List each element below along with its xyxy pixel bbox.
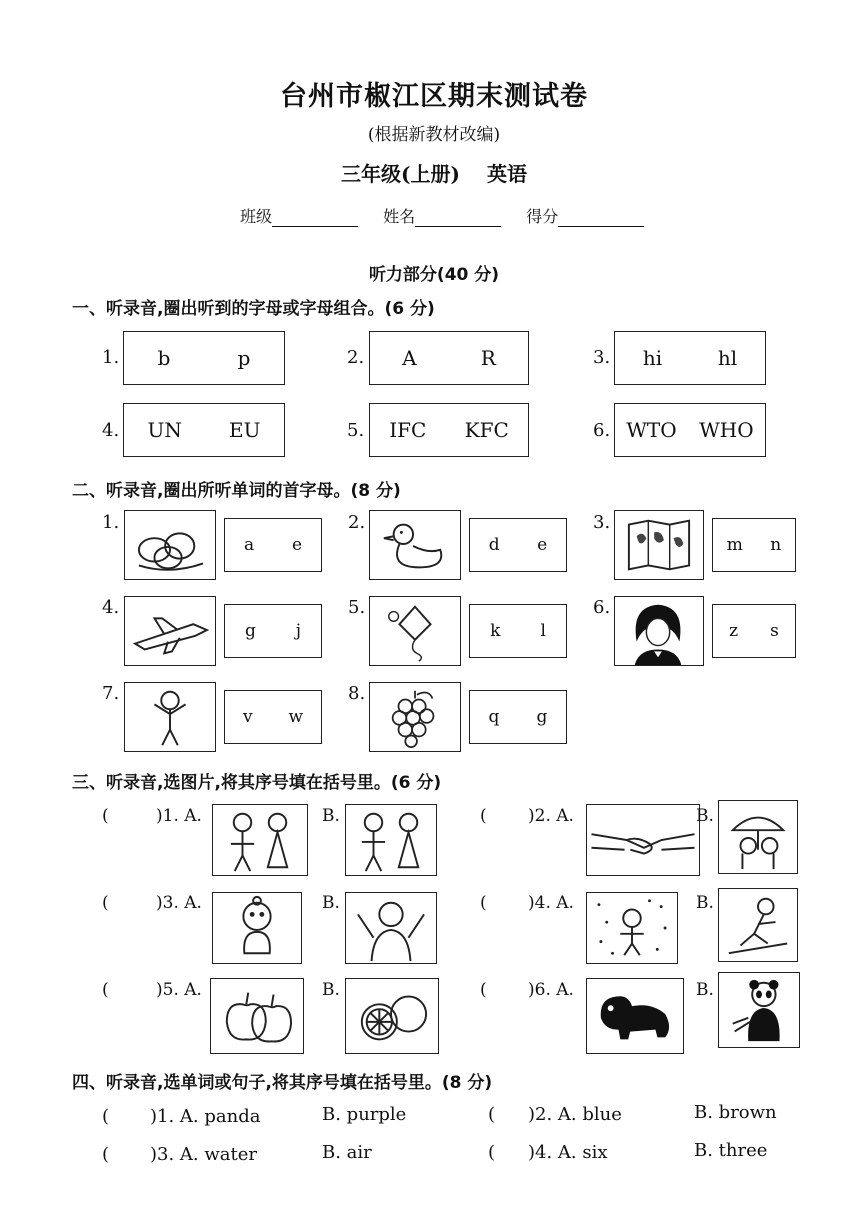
s1-num: 1. bbox=[102, 347, 120, 368]
option-b[interactable]: w bbox=[288, 707, 304, 727]
option-a[interactable]: a bbox=[243, 535, 255, 555]
question-label: )5. A. bbox=[156, 980, 202, 1000]
option-b[interactable]: KFC bbox=[464, 418, 509, 442]
score-field[interactable] bbox=[558, 210, 644, 227]
s2-num: 8. bbox=[348, 683, 366, 704]
answer-paren[interactable]: ( bbox=[480, 893, 487, 913]
s2-num: 5. bbox=[348, 597, 366, 618]
s2-num: 6. bbox=[593, 597, 611, 618]
option-a: )2. A. blue bbox=[528, 1104, 622, 1125]
s1-option-box bbox=[614, 403, 766, 457]
boy-waving-icon[interactable] bbox=[345, 892, 437, 964]
option-a: )1. A. panda bbox=[150, 1106, 261, 1127]
option-a: )3. A. water bbox=[150, 1144, 257, 1165]
answer-paren[interactable]: ( bbox=[488, 1142, 496, 1163]
option-b[interactable]: g bbox=[536, 707, 548, 727]
umbrella-kids-icon[interactable] bbox=[718, 800, 798, 874]
option-b: B. purple bbox=[322, 1104, 407, 1125]
class-label: 班级 bbox=[240, 207, 273, 226]
option-a[interactable]: q bbox=[488, 707, 500, 727]
option-b[interactable]: n bbox=[770, 535, 782, 555]
option-b-label: B. bbox=[696, 893, 714, 913]
question-label: )1. A. bbox=[156, 806, 202, 826]
s1-num: 3. bbox=[593, 347, 611, 368]
option-b[interactable]: EU bbox=[228, 418, 261, 442]
s1-num: 4. bbox=[102, 420, 120, 441]
kite-icon bbox=[369, 596, 461, 666]
s1-option-box bbox=[123, 331, 285, 385]
question-label: )3. A. bbox=[156, 893, 202, 913]
option-a[interactable]: b bbox=[157, 346, 171, 370]
jet-plane-icon bbox=[124, 596, 216, 666]
s2-option-box bbox=[469, 604, 567, 658]
option-a[interactable]: IFC bbox=[389, 418, 427, 442]
baby-icon[interactable] bbox=[212, 892, 302, 964]
option-b[interactable]: e bbox=[291, 535, 303, 555]
answer-paren[interactable]: ( bbox=[480, 806, 487, 826]
page-subtitle: (根据新教材改编) bbox=[367, 125, 501, 145]
option-b[interactable]: hl bbox=[717, 346, 738, 370]
section2-title: 二、听录音,圈出所听单词的首字母。(8 分) bbox=[72, 481, 401, 501]
s2-option-box bbox=[469, 690, 567, 744]
s2-num: 4. bbox=[102, 597, 120, 618]
student-info bbox=[240, 204, 664, 227]
section4-title: 四、听录音,选单词或句子,将其序号填在括号里。(8 分) bbox=[72, 1073, 493, 1093]
s2-num: 7. bbox=[102, 683, 120, 704]
answer-paren[interactable]: ( bbox=[102, 1106, 110, 1127]
handshake-icon[interactable] bbox=[586, 804, 700, 876]
option-b: B. air bbox=[322, 1142, 372, 1163]
s2-option-box bbox=[712, 518, 796, 572]
option-a[interactable]: WTO bbox=[626, 418, 677, 442]
subject-label: 英语 bbox=[486, 162, 527, 186]
option-a[interactable]: m bbox=[726, 535, 743, 555]
option-a[interactable]: k bbox=[490, 621, 501, 641]
answer-paren[interactable]: ( bbox=[488, 1104, 496, 1125]
option-b-label: B. bbox=[322, 980, 340, 1000]
apples-icon[interactable] bbox=[210, 978, 304, 1054]
class-field[interactable] bbox=[272, 210, 358, 227]
s1-num: 5. bbox=[347, 420, 365, 441]
option-b[interactable]: j bbox=[295, 621, 302, 641]
red-panda-icon[interactable] bbox=[586, 978, 684, 1054]
grade-label: 三年级(上册) bbox=[341, 162, 460, 186]
page-title: 台州市椒江区期末测试卷 bbox=[280, 81, 588, 112]
question-label: )4. A. bbox=[528, 893, 574, 913]
option-a[interactable]: UN bbox=[147, 418, 182, 442]
option-b-label: B. bbox=[322, 806, 340, 826]
name-field[interactable] bbox=[415, 210, 501, 227]
option-b[interactable]: p bbox=[237, 346, 251, 370]
option-b[interactable]: l bbox=[540, 621, 546, 641]
section3-title: 三、听录音,选图片,将其序号填在括号里。(6 分) bbox=[72, 773, 442, 793]
s1-option-box bbox=[369, 403, 529, 457]
option-a[interactable]: hi bbox=[642, 346, 663, 370]
name-label: 姓名 bbox=[383, 207, 416, 226]
grade-subject bbox=[0, 158, 868, 187]
two-people-icon[interactable] bbox=[345, 804, 437, 876]
s2-num: 2. bbox=[348, 512, 366, 533]
option-a[interactable]: d bbox=[488, 535, 500, 555]
option-b: B. brown bbox=[694, 1102, 777, 1123]
option-a[interactable]: v bbox=[242, 707, 253, 727]
boy-icon bbox=[124, 682, 216, 752]
s1-num: 6. bbox=[593, 420, 611, 441]
option-b[interactable]: s bbox=[770, 621, 779, 641]
oranges-icon[interactable] bbox=[345, 978, 439, 1054]
option-b-label: B. bbox=[696, 806, 714, 826]
answer-paren[interactable]: ( bbox=[102, 806, 109, 826]
s2-num: 3. bbox=[593, 512, 611, 533]
s1-option-box bbox=[369, 331, 529, 385]
s1-option-box bbox=[123, 403, 285, 457]
answer-paren[interactable]: ( bbox=[102, 980, 109, 1000]
woman-icon bbox=[614, 596, 704, 666]
panda-icon[interactable] bbox=[718, 972, 800, 1048]
s2-option-box bbox=[712, 604, 796, 658]
listening-part-heading: 听力部分(40 分) bbox=[368, 265, 500, 285]
option-a: )4. A. six bbox=[528, 1142, 608, 1163]
option-b[interactable]: R bbox=[480, 346, 496, 370]
option-a[interactable]: A bbox=[402, 346, 417, 370]
option-a[interactable]: z bbox=[729, 621, 739, 641]
child-in-snow-icon[interactable] bbox=[586, 892, 678, 964]
answer-paren[interactable]: ( bbox=[102, 893, 109, 913]
eggs-icon bbox=[124, 510, 216, 580]
question-label: )6. A. bbox=[528, 980, 574, 1000]
s2-num: 1. bbox=[102, 512, 120, 533]
map-icon bbox=[614, 510, 704, 580]
answer-paren[interactable]: ( bbox=[480, 980, 487, 1000]
score-label: 得分 bbox=[526, 207, 559, 226]
s2-option-box bbox=[224, 518, 322, 572]
answer-paren[interactable]: ( bbox=[102, 1144, 110, 1165]
two-people-icon[interactable] bbox=[212, 804, 308, 876]
question-label: )2. A. bbox=[528, 806, 574, 826]
duck-icon bbox=[369, 510, 461, 580]
option-b[interactable]: WHO bbox=[699, 418, 754, 442]
section1-title: 一、听录音,圈出听到的字母或字母组合。(6 分) bbox=[72, 299, 435, 319]
s1-num: 2. bbox=[347, 347, 365, 368]
option-b: B. three bbox=[694, 1140, 768, 1161]
option-b-label: B. bbox=[322, 893, 340, 913]
s1-option-box bbox=[614, 331, 766, 385]
child-sliding-icon[interactable] bbox=[718, 888, 798, 962]
s2-option-box bbox=[224, 690, 322, 744]
option-a[interactable]: g bbox=[244, 621, 256, 641]
option-b[interactable]: e bbox=[537, 535, 548, 555]
grapes-icon bbox=[369, 682, 461, 752]
s2-option-box bbox=[469, 518, 567, 572]
option-b-label: B. bbox=[696, 980, 714, 1000]
s2-option-box bbox=[224, 604, 322, 658]
